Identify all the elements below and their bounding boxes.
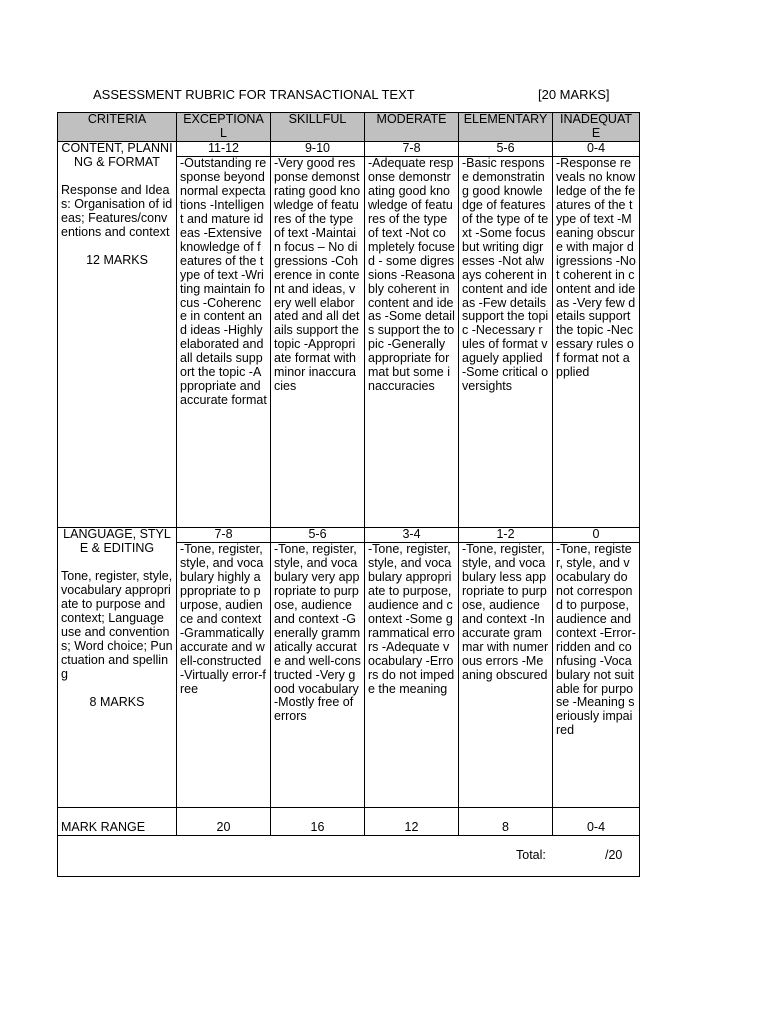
descriptor-cell: -Outstanding response beyond normal expectations -Intelligent and mature ideas -Extensive knowledge of features of the type of text -Writing maintain focus -Coherence in content and ideas -Highly elaborated and all details support the topic -Appropriate and accurate format (177, 157, 271, 528)
descriptor-cell: -Tone, register, style, and vocabulary appropriate to purpose, audience and context -Some grammatical errors -Adequate vocabulary -Errors do not impede the meaning (365, 543, 459, 808)
criteria-title: CONTENT, PLANNING & FORMAT (61, 141, 173, 169)
header-exceptional: EXCEPTIONAL (177, 113, 271, 142)
total-value: /20 (605, 848, 623, 862)
mark-range-row (58, 808, 640, 836)
header-skillful: SKILLFUL (271, 113, 365, 142)
criteria-description: Tone, register, style, vocabulary appropriate to purpose and context; Language use and conventions; Word choice; Punctuation and spelling (61, 568, 173, 681)
total-row (58, 836, 640, 877)
range-cell: 3-4 (365, 528, 459, 543)
rubric-table (57, 112, 640, 877)
range-cell: 0-4 (553, 142, 640, 157)
criteria-marks: 12 MARKS (86, 252, 148, 267)
criteria-content (58, 142, 177, 528)
total-label: Total: (516, 848, 546, 862)
criteria-description: Response and Ideas: Organisation of ideas; Features/conventions and context (61, 182, 173, 239)
criteria-marks: 8 MARKS (89, 694, 145, 709)
range-cell: 7-8 (177, 528, 271, 543)
descriptor-cell: -Response reveals no knowledge of the features of the type of text -Meaning obscure with major digressions -Not coherent in content and ideas -Very few details support the topic -Necessary rules of format not applied (553, 157, 640, 528)
descriptor-cell: -Tone, register, style, and vocabulary highly appropriate to purpose, audience and context -Grammatically accurate and well-constructed -Virtually error-free (177, 543, 271, 808)
header-row (58, 113, 640, 142)
mark-range-value: 12 (365, 808, 459, 836)
mark-range-value: 8 (459, 808, 553, 836)
range-cell: 0 (553, 528, 640, 543)
header-moderate: MODERATE (365, 113, 459, 142)
criteria-title: LANGUAGE, STYLE & EDITING (63, 527, 171, 555)
total-marks-label: [20 MARKS] (538, 87, 610, 102)
mark-range-label: MARK RANGE (58, 808, 177, 836)
descriptor-cell: -Tone, register, style, and vocabulary do not correspond to purpose, audience and context -Error-ridden and confusing -Vocabulary not suitable for purpose -Meaning seriously impaired (553, 543, 640, 808)
document-title: ASSESSMENT RUBRIC FOR TRANSACTIONAL TEXT (93, 87, 415, 102)
range-cell: 9-10 (271, 142, 365, 157)
range-cell: 11-12 (177, 142, 271, 157)
range-cell: 7-8 (365, 142, 459, 157)
language-range-row (58, 528, 640, 543)
descriptor-cell: -Tone, register, style, and vocabulary very appropriate to purpose, audience and context -Generally grammatically accurate and well-constructed -Very good vocabulary -Mostly free of errors (271, 543, 365, 808)
descriptor-cell: -Basic response demonstrating good knowledge of features of the type of text -Some focus but writing digresses -Not always coherent in content and ideas -Few details support the topic -Necessary rules of format vaguely applied -Some critical oversights (459, 157, 553, 528)
header-inadequate: INADEQUATE (553, 113, 640, 142)
descriptor-cell: -Adequate response demonstrating good knowledge of features of the type of text -Not completely focused - some digressions -Reasonably coherent in content and ideas -Some details support the topic -Generally appropriate format but some inaccuracies (365, 157, 459, 528)
header-criteria: CRITERIA (58, 113, 177, 142)
mark-range-value: 20 (177, 808, 271, 836)
criteria-language (58, 528, 177, 808)
descriptor-cell: -Very good response demonstrating good knowledge of features of the type of text -Maintain focus – No digressions -Coherence in content and ideas, very well elaborated and all details support the topic -Appropriate format with minor inaccuracies (271, 157, 365, 528)
range-cell: 1-2 (459, 528, 553, 543)
content-range-row (58, 142, 640, 157)
descriptor-cell: -Tone, register, style, and vocabulary less appropriate to purpose, audience and context -Inaccurate grammar with numerous errors -Meaning obscured (459, 543, 553, 808)
mark-range-value: 16 (271, 808, 365, 836)
range-cell: 5-6 (459, 142, 553, 157)
mark-range-value: 0-4 (553, 808, 640, 836)
header-elementary: ELEMENTARY (459, 113, 553, 142)
range-cell: 5-6 (271, 528, 365, 543)
total-cell (58, 836, 640, 877)
